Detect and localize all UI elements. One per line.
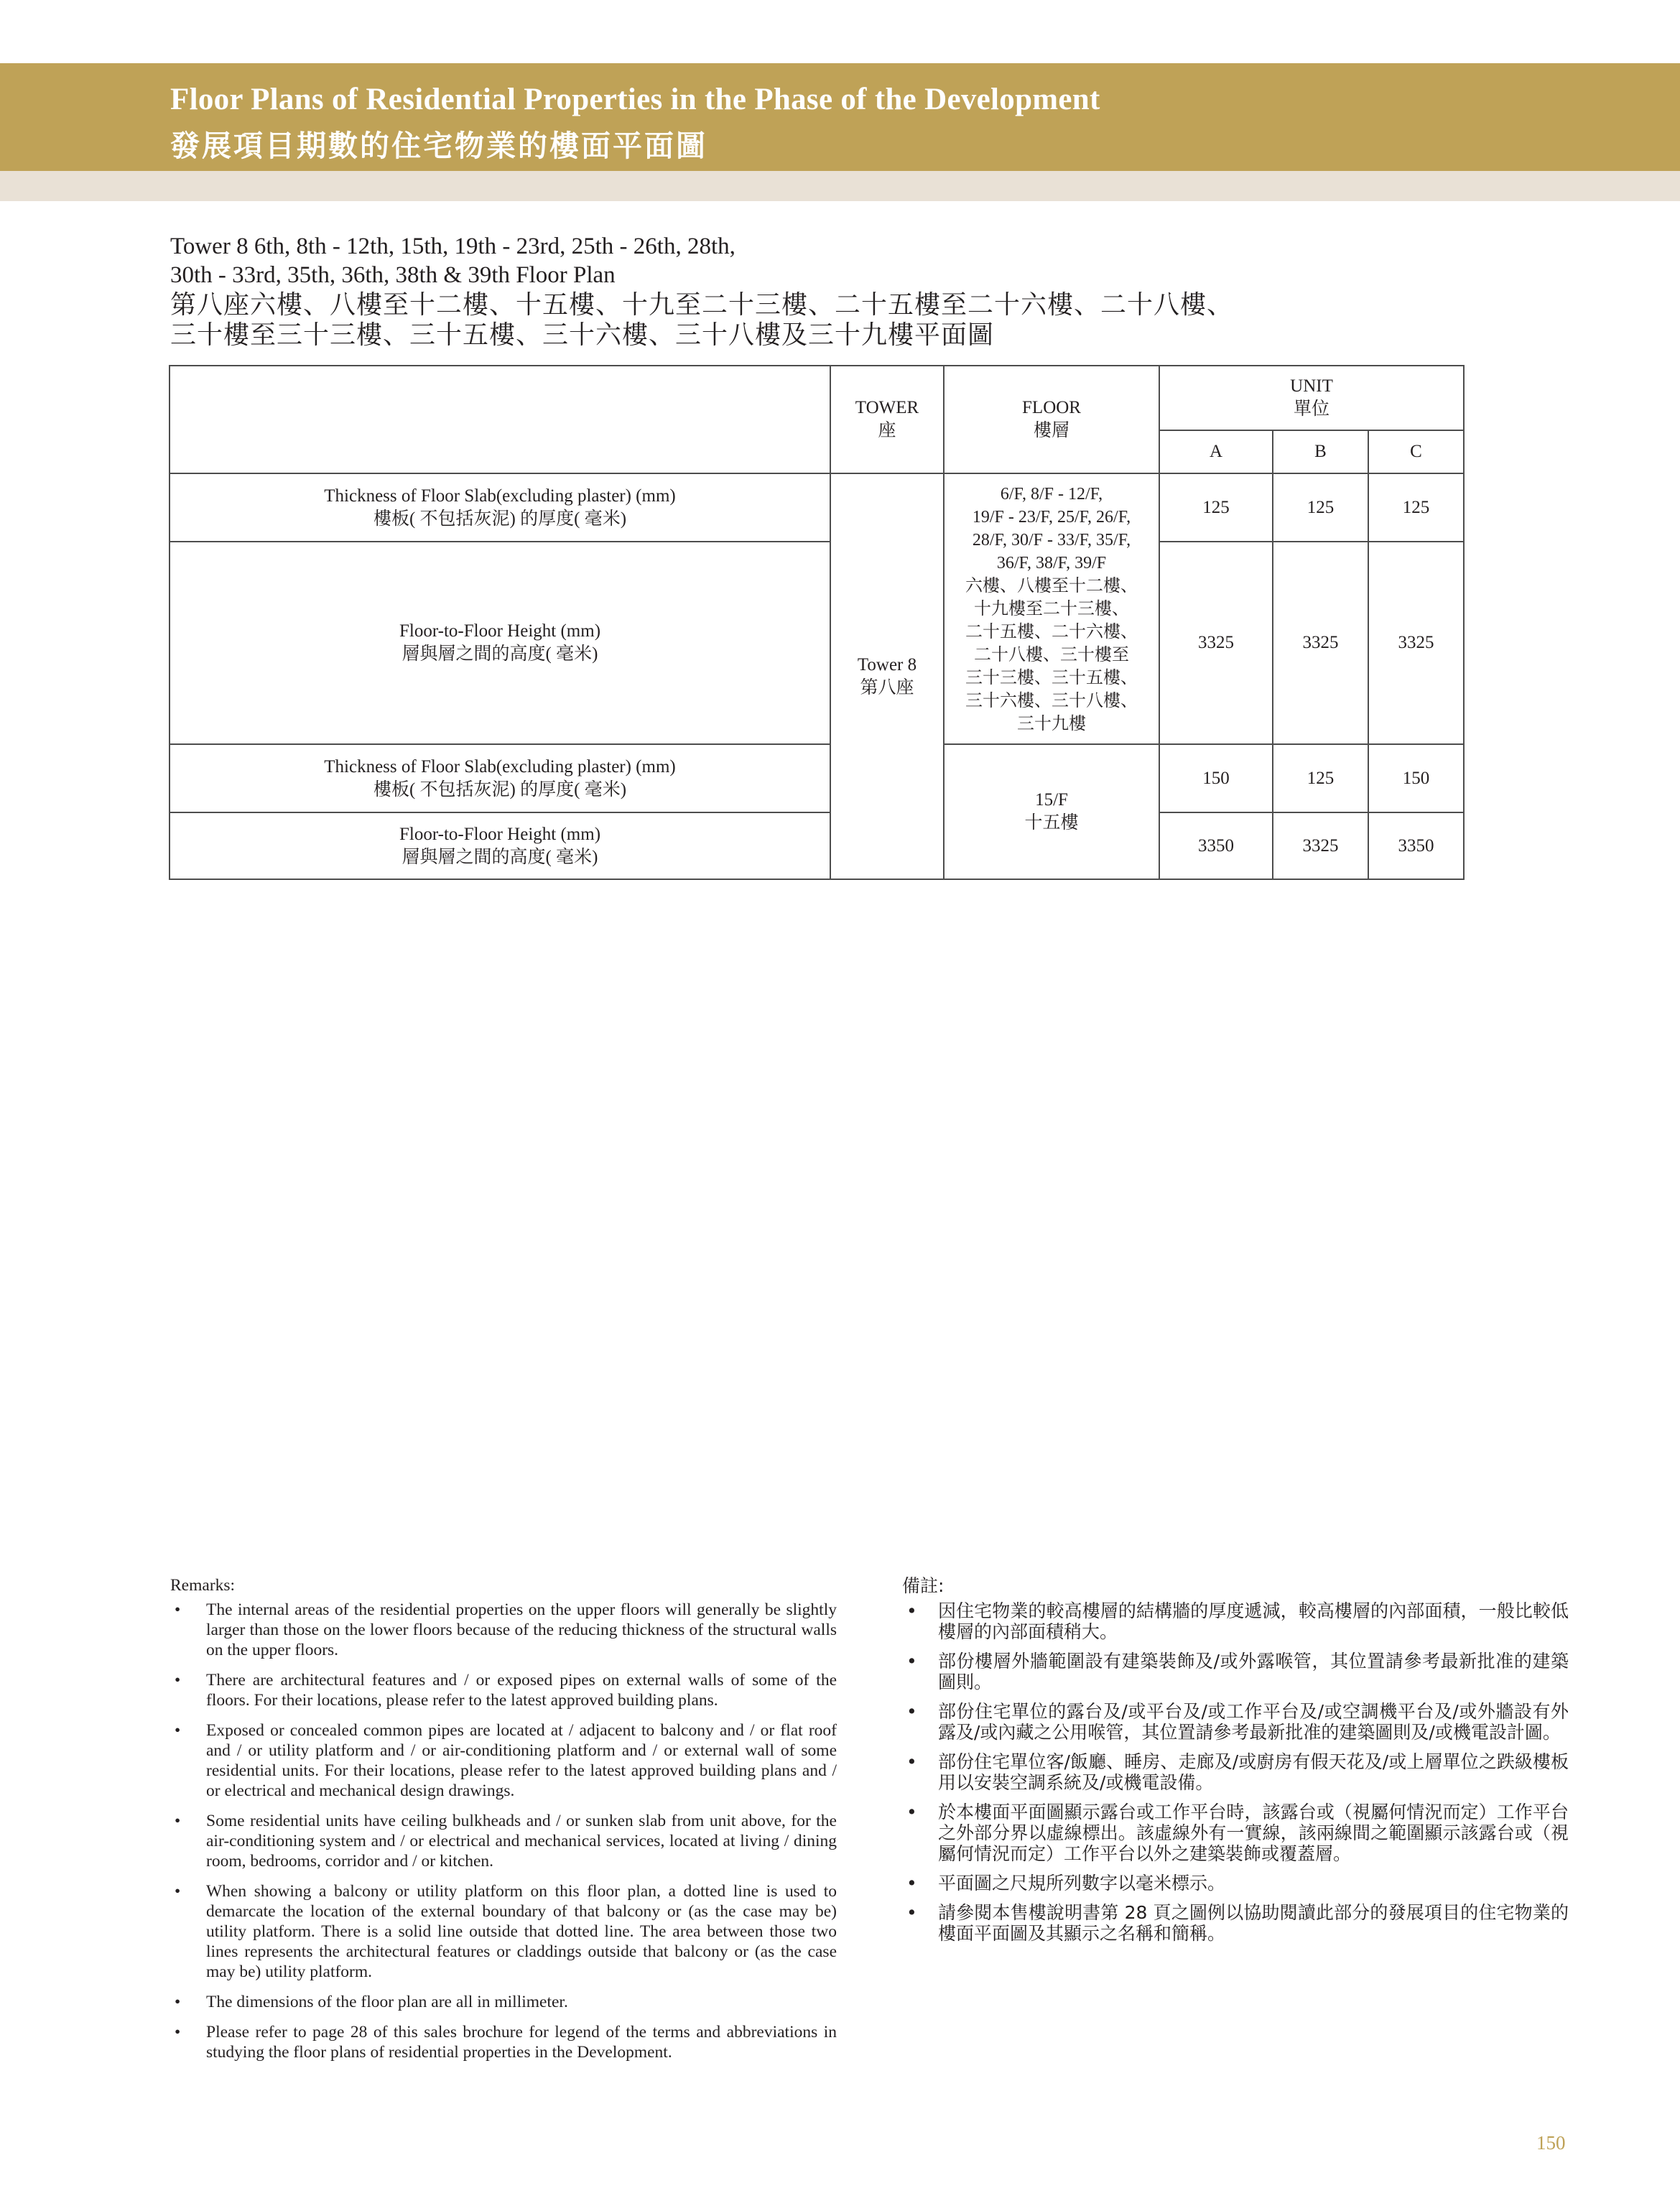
row-label bbox=[170, 744, 830, 812]
unit-header-cell bbox=[1159, 366, 1464, 430]
floor-plan-title-zh-line2: 三十樓至三十三樓、三十五樓、三十六樓、三十八樓及三十九樓平面圖 bbox=[170, 320, 995, 349]
table-row bbox=[170, 473, 1464, 542]
remark-text: 平面圖之尺規所列數字以毫米標示。 bbox=[938, 1873, 1226, 1894]
remarks-title-zh: 備註: bbox=[902, 1575, 945, 1596]
floor-line: 36/F, 38/F, 39/F bbox=[996, 553, 1107, 573]
tower-cell bbox=[830, 473, 944, 879]
table-row bbox=[170, 542, 1464, 744]
remark-text: 於本樓面平面圖顯示露台或工作平台時，該露台或（視屬何情況而定）工作平台之外部分界以虛線標出。該虛線外有一實線，該兩線間之範圍顯示該露台或（視屬何情況而定）工作平台以外之建築裝飾或覆蓋層。 bbox=[938, 1802, 1569, 1864]
floor-range-cell bbox=[944, 473, 1159, 744]
tower-header-cell bbox=[830, 366, 944, 473]
remark-item bbox=[902, 1873, 1569, 1894]
header-empty-cell bbox=[170, 366, 830, 473]
table-row bbox=[170, 744, 1464, 812]
remark-item bbox=[902, 1751, 1569, 1793]
floor-line: 二十五樓、二十六樓、 bbox=[965, 622, 1138, 641]
bullet-icon: • bbox=[175, 2023, 181, 2042]
slab-label-en: Thickness of Floor Slab(excluding plaster) (mm) bbox=[324, 756, 676, 777]
value-cell: 3350 bbox=[1159, 812, 1273, 879]
floor-line: 15/F bbox=[1035, 790, 1068, 810]
row-label bbox=[170, 473, 830, 542]
page-title-en: Floor Plans of Residential Properties in the Phase of the Development bbox=[170, 83, 1100, 116]
unit-b-header: B bbox=[1273, 430, 1368, 473]
floor-15-cell bbox=[944, 744, 1159, 879]
remark-text: 部份住宅單位客/飯廳、睡房、走廊及/或廚房有假天花及/或上層單位之跌級樓板用以安裝空調系統及/或機電設備。 bbox=[938, 1751, 1569, 1793]
value-cell: 125 bbox=[1368, 473, 1464, 542]
remark-item bbox=[902, 1802, 1569, 1864]
remark-item bbox=[170, 1720, 837, 1801]
bullet-icon: • bbox=[175, 1671, 181, 1690]
floor-plan-title-en-line2: 30th - 33rd, 35th, 36th, 38th & 39th Floor Plan bbox=[170, 262, 616, 288]
bullet-icon: • bbox=[175, 1600, 181, 1619]
remark-item bbox=[902, 1902, 1569, 1944]
floor-line: 六樓、八樓至十二樓、 bbox=[965, 576, 1138, 595]
bullet-icon: • bbox=[906, 1701, 917, 1722]
unit-c-header: C bbox=[1368, 430, 1464, 473]
bullet-icon: • bbox=[906, 1802, 917, 1822]
row-label bbox=[170, 812, 830, 879]
floor-header-zh: 樓層 bbox=[1033, 421, 1069, 440]
page-number: 150 bbox=[1536, 2132, 1566, 2154]
floor-line: 三十九樓 bbox=[1017, 714, 1086, 733]
value-cell: 3325 bbox=[1368, 542, 1464, 744]
floor-line: 28/F, 30/F - 33/F, 35/F, bbox=[972, 530, 1131, 550]
height-label-zh: 層與層之間的高度( 毫米) bbox=[402, 644, 598, 664]
remark-item bbox=[170, 1992, 837, 2012]
table-header-row bbox=[170, 366, 1464, 430]
slab-label-en: Thickness of Floor Slab(excluding plaster) (mm) bbox=[324, 486, 676, 506]
bullet-icon: • bbox=[175, 1812, 181, 1830]
tower-name-en: Tower 8 bbox=[857, 654, 917, 675]
tower-name-zh: 第八座 bbox=[860, 677, 914, 698]
value-cell: 150 bbox=[1159, 744, 1273, 812]
bullet-icon: • bbox=[175, 1882, 181, 1901]
remark-text: 部份樓層外牆範圍設有建築裝飾及/或外露喉管，其位置請參考最新批准的建築圖則。 bbox=[938, 1651, 1569, 1692]
remark-text: The internal areas of the residential properties on the upper floors will generally be slightly larger than those on the lower floors because of the reducing thickness of the structural walls on the upper floors. bbox=[206, 1600, 837, 1659]
remark-item bbox=[170, 1670, 837, 1710]
remark-text: 請參閱本售樓說明書第 28 頁之圖例以協助閱讀此部分的發展項目的住宅物業的樓面平面圖及其顯示之名稱和簡稱。 bbox=[938, 1902, 1569, 1944]
header-banner-strip bbox=[0, 171, 1680, 201]
floor-line: 6/F, 8/F - 12/F, bbox=[1000, 484, 1103, 504]
bullet-icon: • bbox=[906, 1873, 917, 1894]
page-title-zh: 發展項目期數的住宅物業的樓面平面圖 bbox=[170, 129, 707, 162]
bullet-icon: • bbox=[175, 1721, 181, 1740]
value-cell: 3350 bbox=[1368, 812, 1464, 879]
floor-plan-title-zh-line1: 第八座六樓、八樓至十二樓、十五樓、十九至二十三樓、二十五樓至二十六樓、二十八樓、 bbox=[170, 290, 1234, 319]
bullet-icon: • bbox=[175, 1993, 181, 2011]
value-cell: 125 bbox=[1273, 744, 1368, 812]
remark-text: There are architectural features and / or exposed pipes on external walls of some of the floors. For their locations, please refer to the latest approved building plans. bbox=[206, 1671, 837, 1710]
unit-header-en: UNIT bbox=[1290, 376, 1333, 396]
floor-line: 三十三樓、三十五樓、 bbox=[965, 668, 1138, 687]
floor-line: 十九樓至二十三樓、 bbox=[974, 599, 1129, 618]
remark-text: 因住宅物業的較高樓層的結構牆的厚度遞減，較高樓層的內部面積，一般比較低樓層的內部面積稍大。 bbox=[938, 1600, 1569, 1642]
floor-line: 19/F - 23/F, 25/F, 26/F, bbox=[972, 507, 1131, 527]
height-label-en: Floor-to-Floor Height (mm) bbox=[399, 621, 601, 641]
value-cell: 125 bbox=[1273, 473, 1368, 542]
slab-label-zh: 樓板( 不包括灰泥) 的厚度( 毫米) bbox=[373, 509, 627, 529]
floor-header-en: FLOOR bbox=[1022, 398, 1081, 417]
height-label-zh: 層與層之間的高度( 毫米) bbox=[402, 847, 598, 867]
value-cell: 125 bbox=[1159, 473, 1273, 542]
tower-header-zh: 座 bbox=[878, 421, 896, 440]
remark-item bbox=[170, 1811, 837, 1871]
remark-item bbox=[902, 1600, 1569, 1642]
remark-item bbox=[170, 2022, 837, 2062]
tower-header-en: TOWER bbox=[855, 398, 919, 417]
remark-text: The dimensions of the floor plan are all in millimeter. bbox=[206, 1993, 568, 2011]
remark-item bbox=[902, 1701, 1569, 1743]
value-cell: 3325 bbox=[1273, 812, 1368, 879]
remarks-en bbox=[170, 1575, 837, 2072]
floor-line: 三十六樓、三十八樓、 bbox=[965, 691, 1138, 710]
unit-a-header: A bbox=[1159, 430, 1273, 473]
value-cell: 3325 bbox=[1273, 542, 1368, 744]
value-cell: 3325 bbox=[1159, 542, 1273, 744]
bullet-icon: • bbox=[906, 1600, 917, 1621]
slab-label-zh: 樓板( 不包括灰泥) 的厚度( 毫米) bbox=[373, 779, 627, 800]
remarks-zh bbox=[902, 1575, 1569, 1952]
remarks-title-en: Remarks: bbox=[170, 1576, 236, 1595]
unit-header-zh: 單位 bbox=[1294, 399, 1330, 419]
floor-plan-title-en-line1: Tower 8 6th, 8th - 12th, 15th, 19th - 23rd, 25th - 26th, 28th, bbox=[170, 233, 735, 259]
remark-text: When showing a balcony or utility platform on this floor plan, a dotted line is used to demarcate the location of the external boundary of that balcony or (as the case may be) utility platform. There is a solid line outside that dotted line. The area between those two lines represents the architectural features or claddings outside that balcony or (as the case may be) utility platform. bbox=[206, 1882, 837, 1981]
floor-slab-spec-table bbox=[169, 365, 1465, 880]
remark-item bbox=[170, 1881, 837, 1982]
floor-line: 十五樓 bbox=[1024, 813, 1079, 833]
floor-line: 二十八樓、三十樓至 bbox=[974, 645, 1129, 664]
bullet-icon: • bbox=[906, 1902, 917, 1923]
table-row bbox=[170, 812, 1464, 879]
remark-item bbox=[170, 1600, 837, 1660]
remark-item bbox=[902, 1651, 1569, 1692]
remark-text: 部份住宅單位的露台及/或平台及/或工作平台及/或空調機平台及/或外牆設有外露及/或內藏之公用喉管，其位置請參考最新批准的建築圖則及/或機電設計圖。 bbox=[938, 1701, 1569, 1743]
remark-text: Please refer to page 28 of this sales brochure for legend of the terms and abbreviations in studying the floor plans of residential properties in the Development. bbox=[206, 2023, 837, 2062]
bullet-icon: • bbox=[906, 1751, 917, 1772]
remark-text: Some residential units have ceiling bulkheads and / or sunken slab from unit above, for the air-conditioning system and / or electrical and mechanical services, located at living / dining room, bedrooms, corridor and / or kitchen. bbox=[206, 1812, 837, 1871]
floor-header-cell bbox=[944, 366, 1159, 473]
value-cell: 150 bbox=[1368, 744, 1464, 812]
height-label-en: Floor-to-Floor Height (mm) bbox=[399, 824, 601, 844]
row-label bbox=[170, 542, 830, 744]
bullet-icon: • bbox=[906, 1651, 917, 1672]
remark-text: Exposed or concealed common pipes are located at / adjacent to balcony and / or flat roof and / or utility platform and / or air-conditioning platform and / or external wall of some residential units. For their locations, please refer to the latest approved building plans and / or electrical and mechanical design drawings. bbox=[206, 1721, 837, 1800]
floor-plan-title bbox=[170, 232, 1391, 350]
